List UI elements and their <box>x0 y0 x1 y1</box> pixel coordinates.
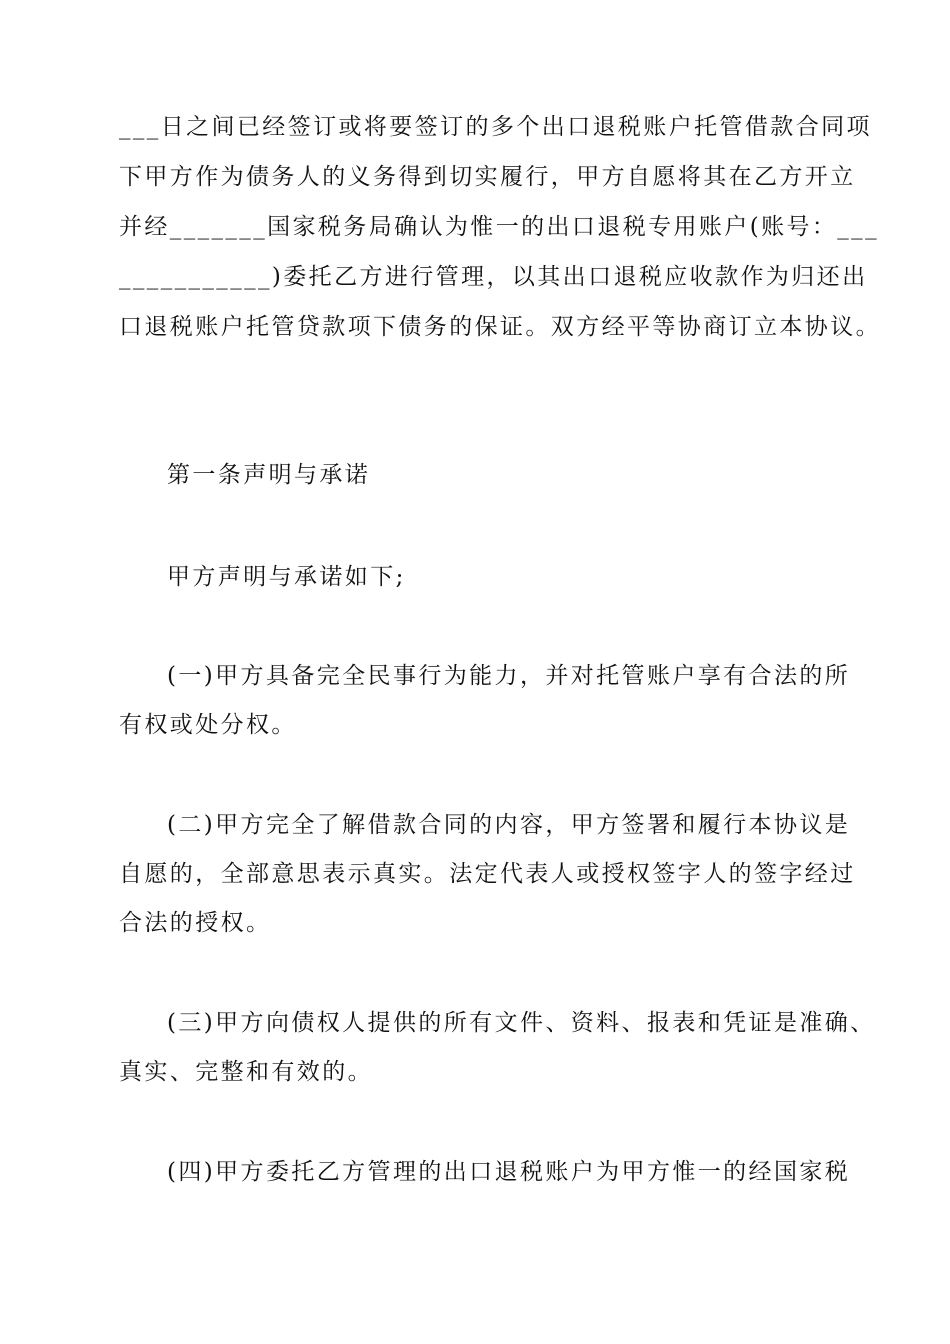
item-2-line: 合法的授权。 <box>119 910 272 936</box>
intro-line: 下甲方作为债务人的义务得到切实履行，甲方自愿将其在乙方开立 <box>119 164 856 190</box>
intro-line: ___日之间已经签订或将要签订的多个出口退税账户托管借款合同项 <box>119 114 872 140</box>
item-1-line: 有权或处分权。 <box>119 712 297 738</box>
item-2-line: (二)甲方完全了解借款合同的内容，甲方签署和履行本协议是 <box>167 812 851 838</box>
item-3-line: 真实、完整和有效的。 <box>119 1059 373 1085</box>
item-1-line: (一)甲方具备完全民事行为能力，并对托管账户享有合法的所 <box>167 663 851 689</box>
item-4-line: (四)甲方委托乙方管理的出口退税账户为甲方惟一的经国家税 <box>167 1159 851 1185</box>
item-3-line: (三)甲方向债权人提供的所有文件、资料、报表和凭证是准确、 <box>167 1010 876 1036</box>
intro-line: 并经_______国家税务局确认为惟一的出口退税专用账户(账号：___ <box>119 214 879 240</box>
intro-line: ___________)委托乙方进行管理，以其出口退税应收款作为归还出 <box>119 264 868 290</box>
party-a-statement: 甲方声明与承诺如下; <box>167 564 406 590</box>
intro-line: 口退税账户托管贷款项下债务的保证。双方经平等协商订立本协议。 <box>119 314 881 340</box>
article-1-heading: 第一条声明与承诺 <box>167 462 371 488</box>
item-2-line: 自愿的，全部意思表示真实。法定代表人或授权签字人的签字经过 <box>119 861 856 887</box>
